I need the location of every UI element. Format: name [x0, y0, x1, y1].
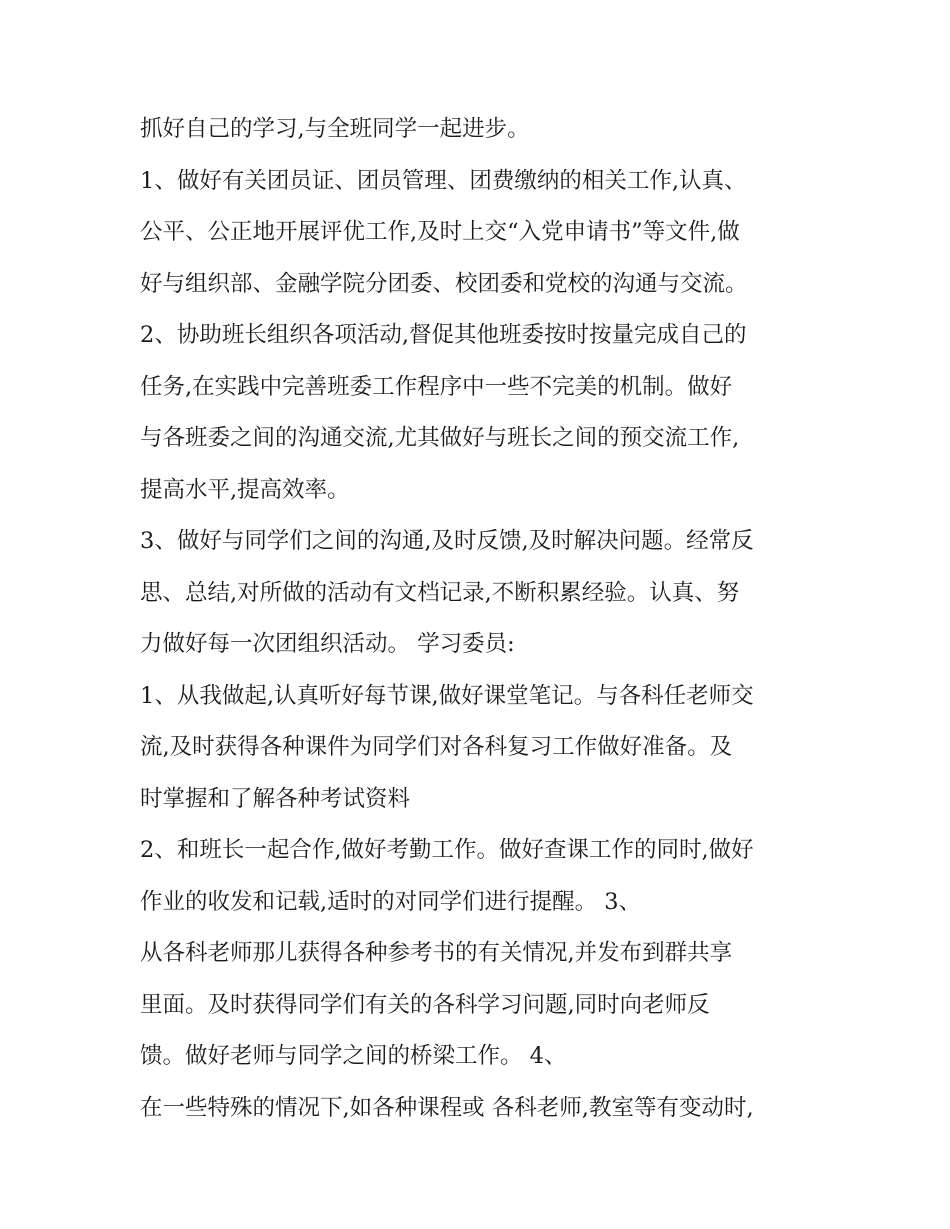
- text-line: 2、协助班长组织各项活动,督促其他班委按时按量完成自己的: [140, 322, 747, 348]
- text-line: 公平、公正地开展评优工作,及时上交“入党申请书”等文件,做: [140, 219, 740, 245]
- text-line: 任务,在实践中完善班委工作程序中一些不完美的机制。做好: [140, 373, 733, 400]
- text-line: 与各班委之间的沟通交流,尤其做好与班长之间的预交流工作,: [140, 425, 740, 451]
- body-text: [140, 104, 820, 1134]
- text-line: 1、从我做起,认真听好每节课,做好课堂笔记。与各科任老师交: [140, 682, 754, 709]
- text-line: 抓好自己的学习,与全班同学一起进步。: [140, 116, 530, 142]
- text-line: 2、和班长一起合作,做好考勤工作。做好查课工作的同时,做好: [140, 837, 754, 863]
- text-line: 1、做好有关团员证、团员管理、团费缴纳的相关工作,认真、: [140, 167, 747, 194]
- text-line: 作业的收发和记载,适时的对同学们进行提醒。 3、: [140, 888, 642, 915]
- text-line: 里面。及时获得同学们有关的各科学习问题,同时向老师反: [140, 991, 710, 1018]
- text-line: 3、做好与同学们之间的沟通,及时反馈,及时解决问题。经常反: [140, 528, 754, 554]
- text-line: 力做好每一次团组织活动。 学习委员:: [140, 631, 515, 657]
- text-line: 提高水平,提高效率。: [140, 476, 350, 503]
- text-line: 思、总结,对所做的活动有文档记录,不断积累经验。认真、努: [140, 579, 740, 606]
- text-line: 从各科老师那儿获得各种参考书的有关情况,并发布到群共享: [140, 940, 733, 966]
- text-line: 流,及时获得各种课件为同学们对各科复习工作做好准备。及: [140, 734, 733, 760]
- text-line: 好与组织部、金融学院分团委、校团委和党校的沟通与交流。: [140, 270, 748, 297]
- text-line: 在一些特殊的情况下,如各种课程或 各科老师,教室等有变动时,: [140, 1094, 754, 1121]
- text-line: 时掌握和了解各种考试资料: [140, 785, 411, 812]
- text-line: 馈。做好老师与同学之间的桥梁工作。 4、: [140, 1043, 567, 1069]
